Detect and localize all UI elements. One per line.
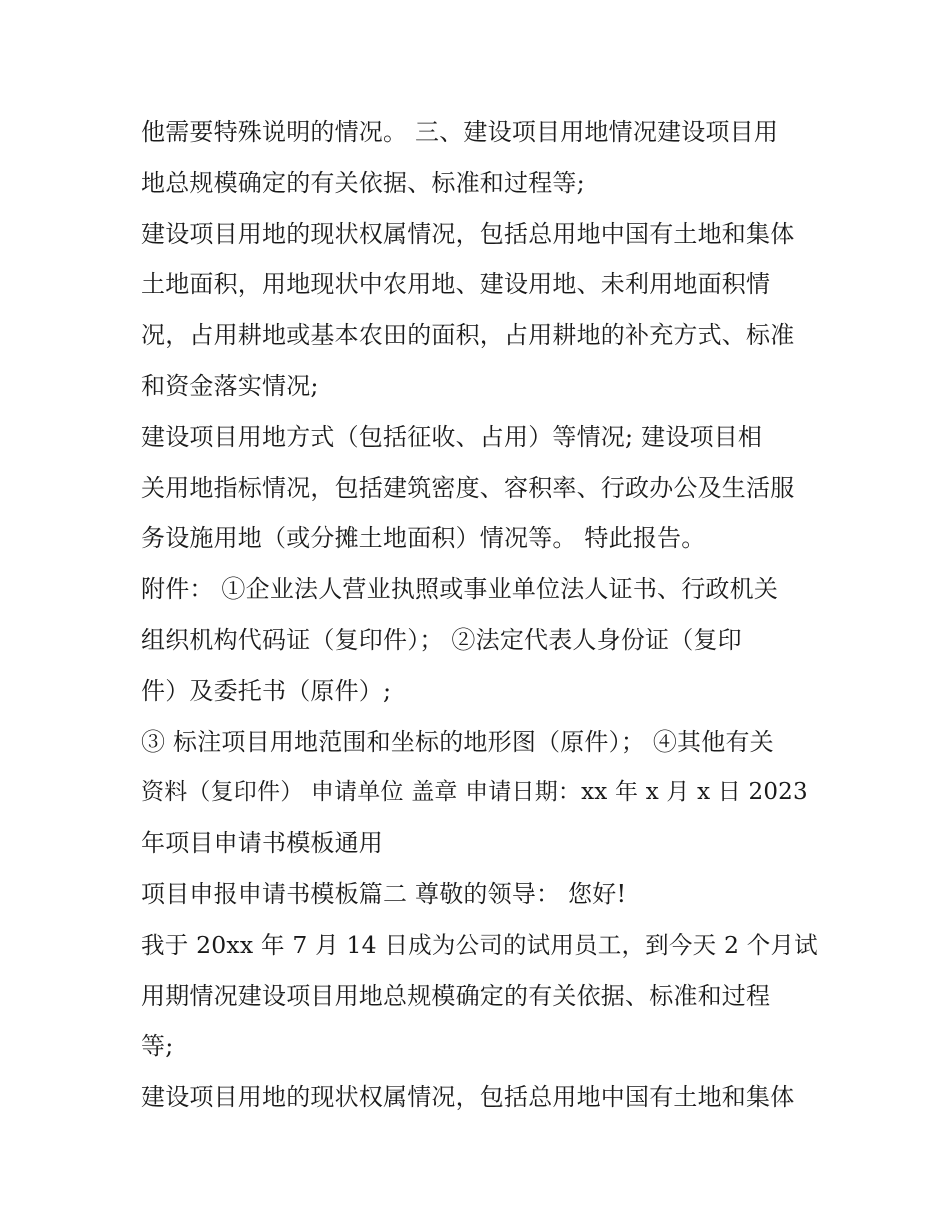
text-line: 建设项目用地的现状权属情况，包括总用地中国有土地和集体 <box>141 219 795 248</box>
text-line: 件）及委托书（原件）; <box>141 676 392 705</box>
text-line: 况，占用耕地或基本农田的面积，占用耕地的补充方式、标准 <box>141 321 795 350</box>
text-line: 我于 20xx 年 7 月 14 日成为公司的试用员工，到今天 2 个月试 <box>141 930 818 959</box>
text-line: 和资金落实情况; <box>141 371 319 400</box>
text-line: 组织机构代码证（复印件）； ②法定代表人身份证（复印 <box>141 625 742 654</box>
text-line: 务设施用地（或分摊土地面积）情况等。 特此报告。 <box>141 524 706 553</box>
text-line: 年项目申请书模板通用 <box>141 829 383 858</box>
text-line: 用期情况建设项目用地总规模确定的有关依据、标准和过程 <box>141 981 771 1010</box>
text-line: 建设项目用地方式（包括征收、占用）等情况; 建设项目相 <box>141 422 763 451</box>
text-line: 建设项目用地的现状权属情况，包括总用地中国有土地和集体 <box>141 1083 795 1112</box>
text-line: 地总规模确定的有关依据、标准和过程等; <box>141 168 585 197</box>
text-line: ③ 标注项目用地范围和坐标的地形图（原件）； ④其他有关 <box>141 727 774 756</box>
text-line: 资料（复印件） 申请单位 盖章 申请日期：xx 年 x 月 x 日 2023 <box>141 779 808 806</box>
text-line: 附件： ①企业法人营业执照或事业单位法人证书、行政机关 <box>141 575 779 604</box>
text-line: 关用地指标情况，包括建筑密度、容积率、行政办公及生活服 <box>141 473 795 502</box>
text-line: 等; <box>141 1032 174 1061</box>
text-line: 他需要特殊说明的情况。 三、建设项目用地情况建设项目用 <box>141 118 779 146</box>
text-line: 项目申报申请书模板篇二 尊敬的领导： 您好! <box>141 879 627 908</box>
text-line: 土地面积，用地现状中农用地、建设用地、未利用地面积情 <box>141 270 771 299</box>
document-body <box>141 107 821 1123</box>
